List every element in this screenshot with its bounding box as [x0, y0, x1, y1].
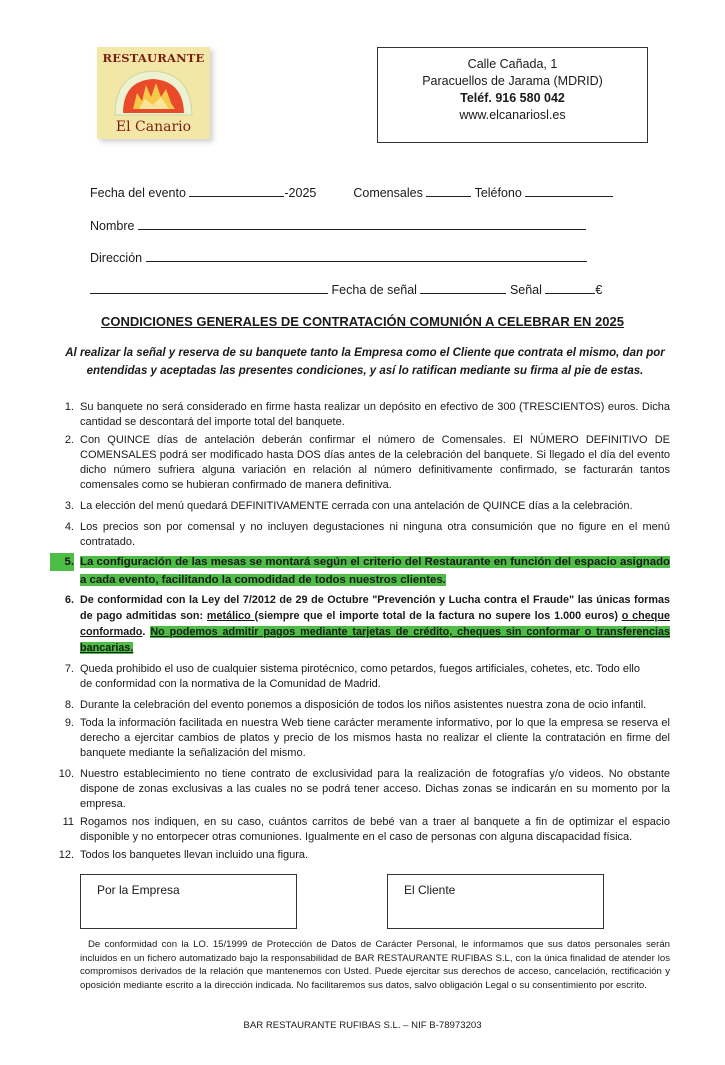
form-row-name — [90, 218, 586, 233]
condition-item: 6. De conformidad con la Ley del 7/2012 de 29 de Octubre "Prevención y Lucha contra el Fraude" las únicas formas de pago admitidas son: metálico (siempre que el importe total de la factura no supere los 1.000 euros) o cheque conformado. No podemos admitir pagos mediante tarjetas de crédito, cheques sin conformar o transferencias bancarias. — [64, 594, 671, 654]
deposit-date-label: Fecha de señal — [331, 283, 417, 297]
conditions-list — [58, 400, 671, 866]
event-date-label: Fecha del evento — [90, 186, 186, 200]
condition-item: 7. Queda prohibido el uso de cualquier sistema pirotécnico, como petardos, fuegos artificiales, cohetes, etc. Todo ello de conformidad con la normativa de la Comunidad de Madrid. — [64, 663, 640, 690]
condition-item: 4. Los precios son por comensal y no incluyen degustaciones ni ninguna otra consumición que no figure en el menú contratado. — [64, 521, 670, 548]
deposit-field[interactable] — [545, 282, 595, 294]
form-row-event — [90, 185, 613, 200]
company-signature-box[interactable] — [80, 874, 297, 929]
event-date-field[interactable] — [189, 185, 284, 197]
phone-field[interactable] — [525, 185, 613, 197]
deposit-date-field[interactable] — [420, 282, 506, 294]
condition-item: 9. Toda la información facilitada en nuestra Web tiene carácter meramente informativo, por lo que la empresa se reserva el derecho a ejercitar cambios de platos y precio de los mismos hasta no realizar el cliente la contratación en firme del banquete mediante la señalización del mismo. — [64, 717, 670, 759]
intro-text: Al realizar la señal y reserva de su banquete tanto la Empresa como el Cliente que contrata el mismo, dan por entendidas y aceptadas las presentes condiciones, y así lo ratifican mediante su firma al pie de estas. — [65, 347, 665, 377]
currency-symbol: € — [595, 283, 603, 297]
name-field[interactable] — [138, 218, 586, 230]
extra-field[interactable] — [90, 282, 328, 294]
guests-field[interactable] — [426, 185, 471, 197]
address-city: Paracuellos de Jarama (MDRID) — [422, 74, 603, 88]
wood-fired-oven-flames-icon — [111, 67, 196, 117]
company-signature-label: Por la Empresa — [97, 883, 180, 897]
address-street: Calle Cañada, 1 — [467, 57, 558, 71]
form-row-address — [90, 250, 587, 265]
guests-label: Comensales — [353, 186, 423, 200]
address-box — [377, 47, 648, 143]
address-phone: Teléf. 916 580 042 — [460, 91, 565, 105]
address-label: Dirección — [90, 251, 143, 265]
condition-item: 12. Todos los banquetes llevan incluido una figura. — [58, 849, 309, 861]
phone-label: Teléfono — [474, 186, 522, 200]
address-field[interactable] — [146, 250, 587, 262]
client-signature-box[interactable] — [387, 874, 604, 929]
event-year: -2025 — [284, 186, 317, 200]
name-label: Nombre — [90, 219, 135, 233]
deposit-label: Señal — [509, 283, 542, 297]
address-web: www.elcanariosl.es — [459, 108, 566, 122]
condition-item: 11 Rogamos nos indiquen, en su caso, cuántos carritos de bebé van a traer al banquete a fin de optimizar el espacio disponible y no entorpecer otras comuniones. Igualmente en el caso de personas con alguna discapacidad física. — [62, 816, 670, 843]
logo-name: El Canario — [115, 119, 192, 135]
restaurant-logo — [97, 47, 210, 139]
condition-item: 1. Su banquete no será considerado en firme hasta realizar un depósito en efectivo de 300 (TRESCIENTOS) euros. Dicha cantidad se descontará del importe total del banquete. — [64, 401, 670, 428]
condition-item-highlighted: 5. La configuración de las mesas se montará según el criterio del Restaurante en función del espacio asignado a cada evento, facilitando la comodidad de todos nuestros clientes. — [80, 553, 670, 589]
condition-item: 8. Durante la celebración del evento ponemos a disposición de todos los niños asistentes nuestra zona de ocio infantil. — [64, 699, 647, 711]
payment-restriction-highlight: No podemos admitir pagos mediante tarjetas de crédito, cheques sin conformar o transferencias bancarias. — [80, 626, 671, 654]
condition-item: 3. La elección del menú quedará DEFINITIVAMENTE cerrada con una antelación de QUINCE días a la celebración. — [64, 500, 633, 512]
condition-item: 2. Con QUINCE días de antelación deberán confirmar el número de Comensales. El NÚMERO DEFINITIVO DE COMENSALES podrá ser modificado hasta DOS días antes de la celebración del banquete. Si llegado el día del evento dicho número sufriera alguna variación en relación al número definitivamente confirmado, se facturarán tantos comensales como se hubieran confirmado de manera definitiva. — [64, 434, 670, 491]
client-signature-label: El Cliente — [404, 883, 456, 897]
document-title: CONDICIONES GENERALES DE CONTRATACIÓN COMUNIÓN A CELEBRAR EN 2025 — [101, 314, 624, 329]
footer-company-info: BAR RESTAURANTE RUFIBAS S.L. – NIF B-78973203 — [243, 1020, 482, 1031]
logo-title: RESTAURANTE — [102, 51, 205, 65]
condition-item: 10. Nuestro establecimiento no tiene contrato de exclusividad para la realización de fotografías y/o videos. No obstante dispone de zonas exclusivas a las cuales no se podrá tener acceso. Dichas zonas se indicarán en su momento por la empresa. — [58, 768, 670, 810]
privacy-notice: De conformidad con la LO. 15/1999 de Protección de Datos de Carácter Personal, le informamos que sus datos personales serán incluidos en un fichero automatizado bajo la responsabilidad de BAR RESTAURANTE RUFIBAS S.L, con la única finalidad de atender los compromisos derivados de la relación que mantenemos con Usted. Puede ejercitar sus derechos de acceso, cancelación, rectificación y oposición mediante escrito a la dirección indicada. No facilitaremos sus datos, salvo obligación Legal o su consentimiento por escrito. — [80, 939, 670, 991]
form-row-deposit — [90, 282, 602, 297]
